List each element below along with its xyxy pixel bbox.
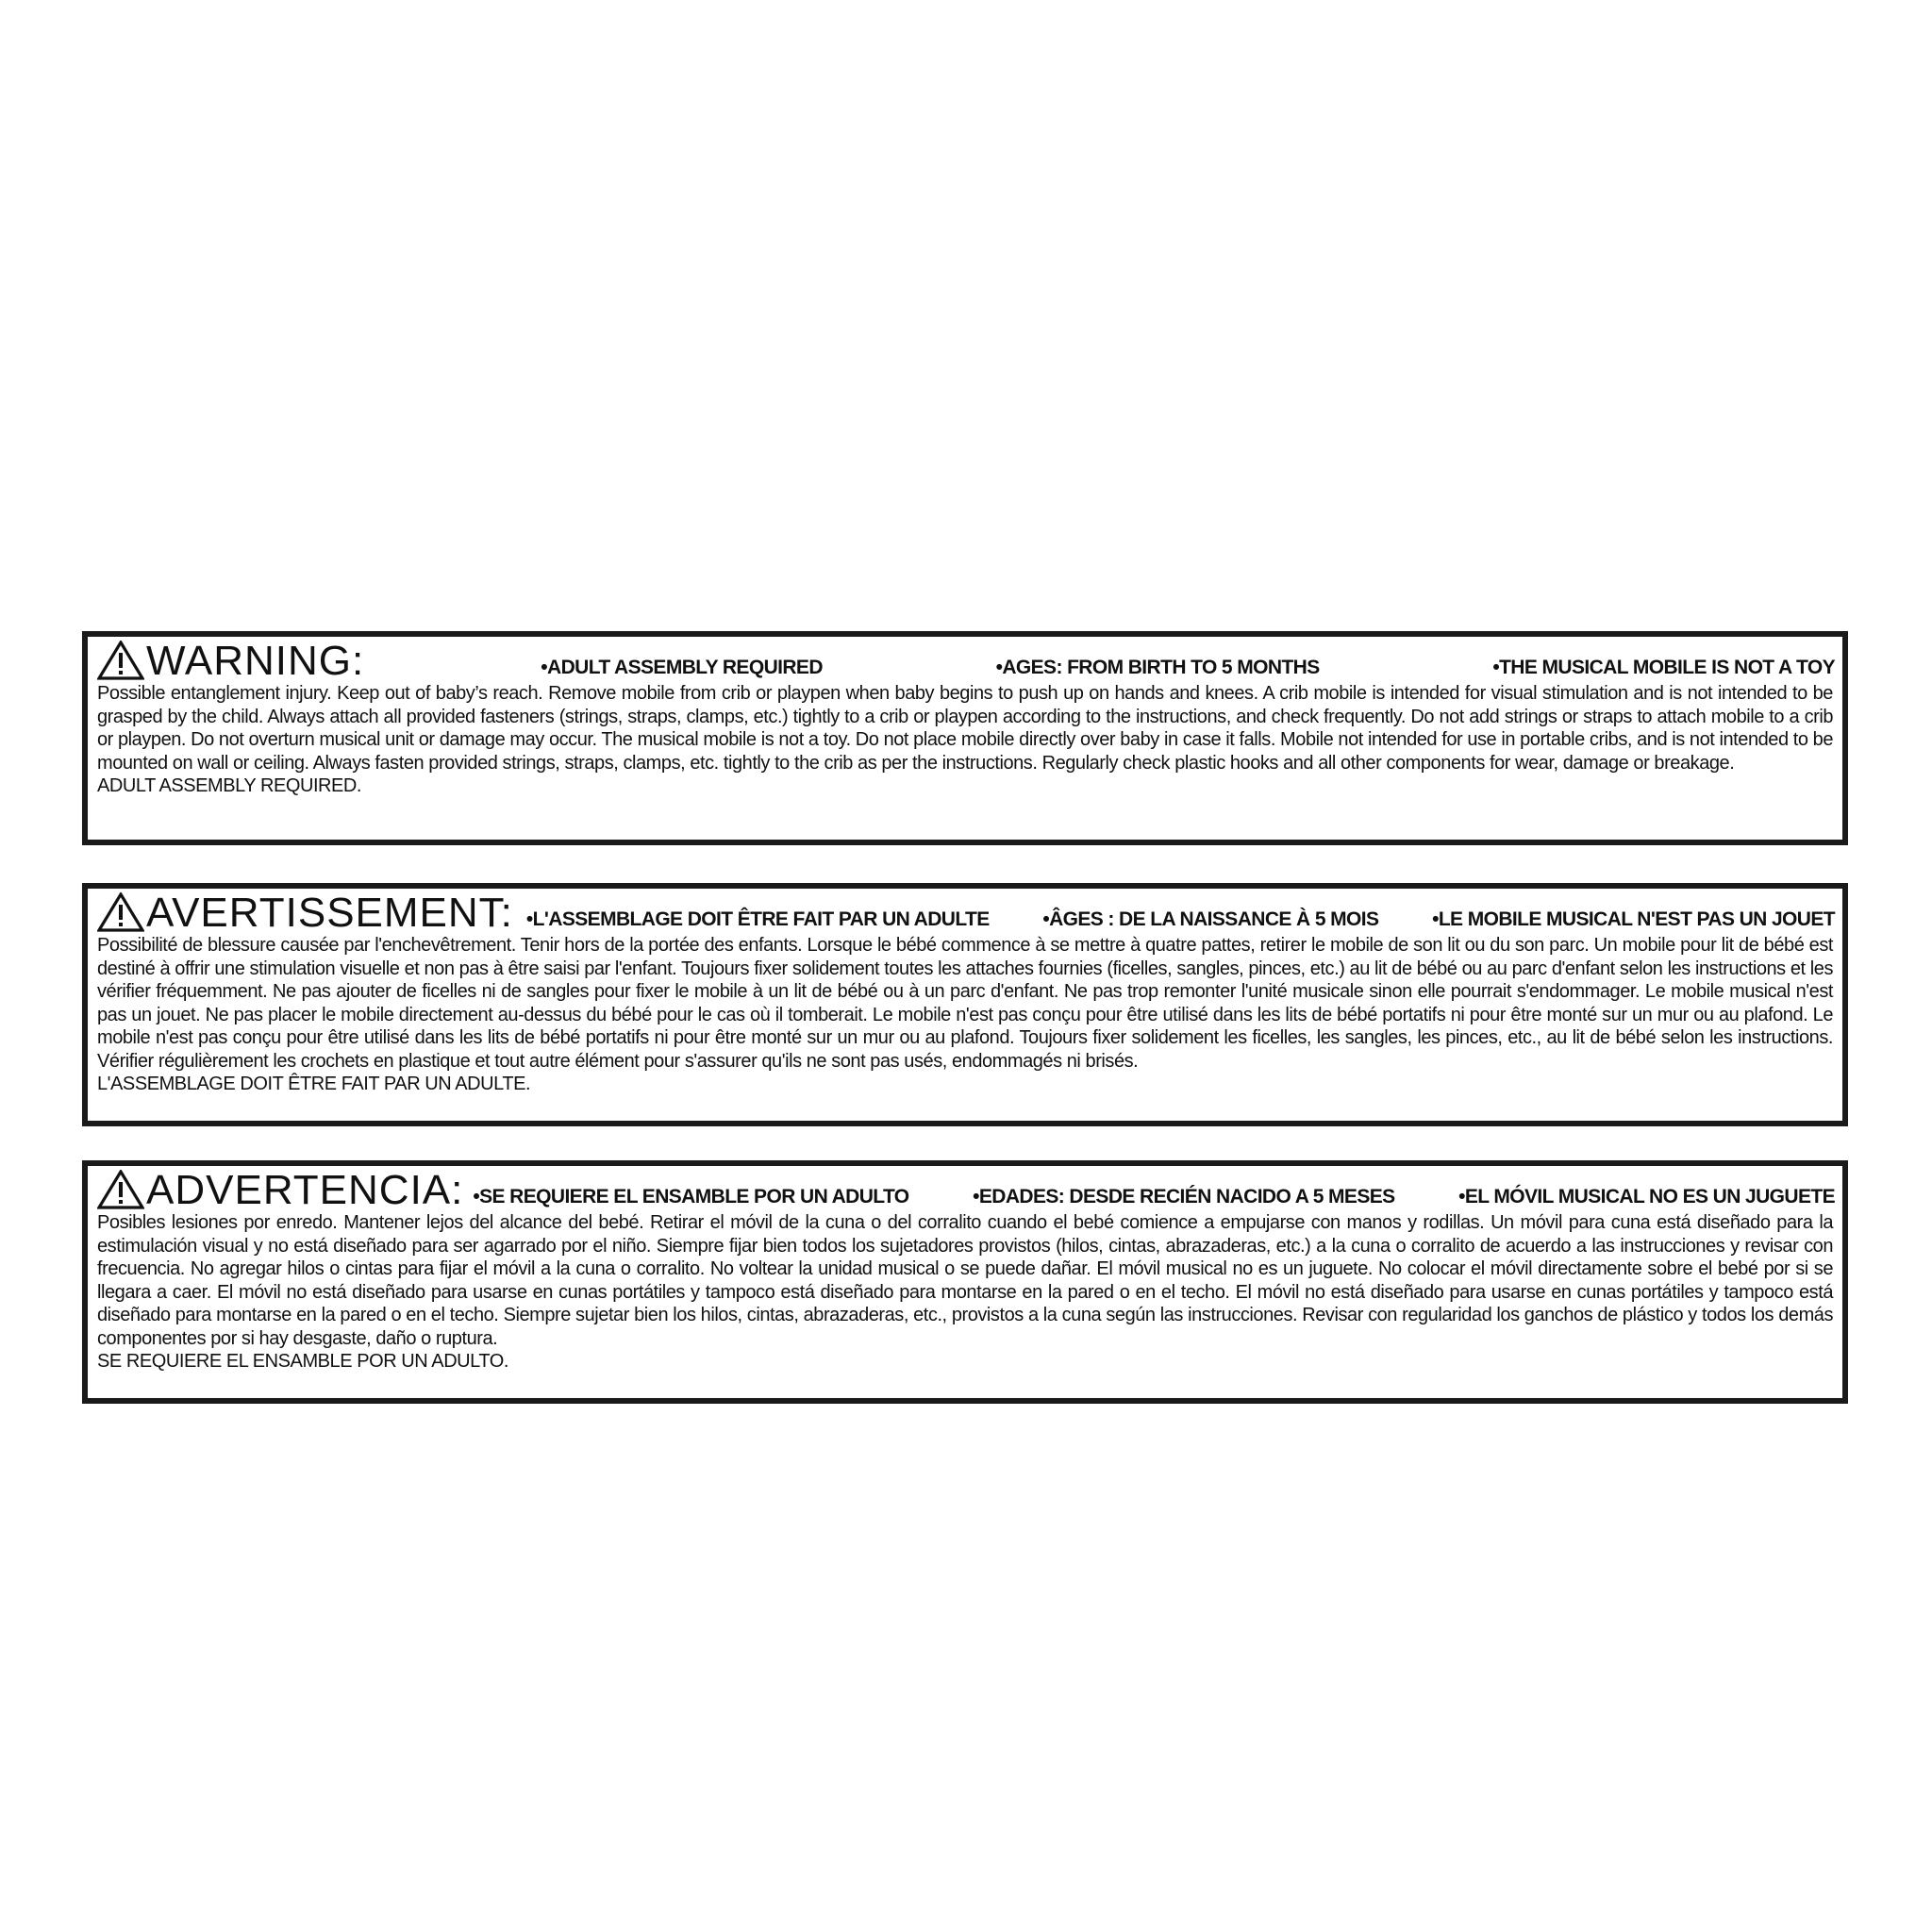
warning-closing: SE REQUIERE EL ENSAMBLE POR UN ADULTO. [97,1351,508,1372]
warning-closing: ADULT ASSEMBLY REQUIRED. [97,775,362,796]
warning-bullets [463,1186,1835,1211]
warning-header [97,891,1835,934]
bullet-not-a-toy: •LE MOBILE MUSICAL N'EST PAS UN JOUET [1432,908,1835,930]
bullet-assembly: •ADULT ASSEMBLY REQUIRED [541,657,823,678]
warning-paragraph: Possible entanglement injury. Keep out of baby’s reach. Remove mobile from crib or playpen when baby begins to push up on hands and knees. A crib mobile is intended for visual stimulation and is not intended to be grasped by the child. Always attach all provided fasteners (strings, straps, clamps, etc.) tightly to a crib or playpen according to the instructions, and check frequently. Do not add strings or straps to attach mobile to a crib or playpen. Do not overturn musical unit or damage may occur. The musical mobile is not a toy. Do not place mobile directly over baby in case it falls. Mobile not intended for use in portable cribs, and is not intended to be mounted on wall or ceiling. Always fasten provided strings, straps, clamps, etc. tightly to the crib as per the instructions. Regularly check plastic hooks and all other components for wear, damage or breakage. [97,683,1833,774]
warning-body [97,1211,1833,1374]
warning-label-english [82,631,1848,845]
warning-triangle-icon [97,1170,144,1209]
bullet-not-a-toy: •EL MÓVIL MUSICAL NO ES UN JUGUETE [1458,1186,1835,1208]
bullet-ages: •AGES: FROM BIRTH TO 5 MONTHS [995,657,1320,678]
warning-body [97,682,1833,798]
bullet-assembly: •SE REQUIERE EL ENSAMBLE POR UN ADULTO [473,1186,909,1208]
signal-word: AVERTISSEMENT: [146,890,513,936]
warning-closing: L'ASSEMBLAGE DOIT ÊTRE FAIT PAR UN ADULTE. [97,1074,531,1094]
warning-triangle-icon [97,892,144,932]
warning-header [97,639,1835,682]
warning-triangle-icon [97,641,144,680]
bullet-not-a-toy: •THE MUSICAL MOBILE IS NOT A TOY [1492,657,1835,678]
signal-heading [97,1167,464,1213]
warning-paragraph: Posibles lesiones por enredo. Mantener lejos del alcance del bebé. Retirar el móvil de la cuna o del corralito cuando el bebé comience a empujarse con manos y rodillas. Un móvil para cuna está diseñado para la estimulación visual y no está diseñado para ser agarrado por el niño. Siempre fijar bien todos los sujetadores provistos (hilos, cintas, abrazaderas, etc.) a la cuna o corralito de acuerdo a las instrucciones y revisar con frecuencia. No agregar hilos o cintas para fijar el móvil a la cuna o corralito. No voltear la unidad musical o se puede dañar. El móvil musical no es un juguete. No colocar el móvil directamente sobre el bebé por si se llegara a caer. El móvil no está diseñado para usarse en cunas portátiles y tampoco está diseñado para montarse en la pared o en el techo. El móvil no está diseñado para usarse en cunas portátiles y tampoco está diseñado para montarse en la pared o en el techo. Siempre sujetar bien los hilos, cintas, abrazaderas, etc., provistos a la cuna según las instrucciones. Revisar con regularidad los ganchos de plástico y todos los demás componentes por si hay desgaste, daño o ruptura. [97,1212,1833,1349]
signal-heading [97,892,513,934]
bullet-ages: •EDADES: DESDE RECIÉN NACIDO A 5 MESES [973,1186,1395,1208]
warning-bullets [513,908,1835,934]
warning-header [97,1168,1835,1211]
warning-label-spanish [82,1160,1848,1404]
warning-bullets [364,657,1835,682]
warning-label-french [82,883,1848,1126]
warning-body [97,934,1833,1096]
bullet-ages: •ÂGES : DE LA NAISSANCE À 5 MOIS [1042,908,1379,930]
bullet-assembly: •L'ASSEMBLAGE DOIT ÊTRE FAIT PAR UN ADULTE [525,908,990,930]
warning-paragraph: Possibilité de blessure causée par l'enchevêtrement. Tenir hors de la portée des enfants. Lorsque le bébé commence à se mettre à quatre pattes, retirer le mobile de son lit ou du son parc. Un mobile pour lit de bébé est destiné à offrir une stimulation visuelle et non pas à être saisi par l'enfant. Toujours fixer solidement toutes les attaches fournies (ficelles, sangles, pinces, etc.) au lit de bébé ou au parc d'enfant selon les instructions et les vérifier fréquemment. Ne pas ajouter de ficelles ni de sangles pour fixer le mobile à un lit de bébé ou à un parc d'enfant. Ne pas trop remonter l'unité musicale sinon elle pourrait s'endommager. Le mobile musical n'est pas un jouet. Ne pas placer le mobile directement au-dessus du bébé pour le cas où il tomberait. Le mobile n'est pas conçu pour être utilisé dans les lits de bébé portatifs ni pour être monté sur un mur ou au plafond. Le mobile n'est pas conçu pour être utilisé dans les lits de bébé portatifs ni pour être monté sur un mur ou au plafond. Toujours fixer solidement les ficelles, les sangles, les pinces, etc., au lit de bébé selon les instructions. Vérifier régulièrement les crochets en plastique et tout autre élément pour s'assurer qu'ils ne sont pas usés, endommagés ni brisés. [97,935,1833,1072]
signal-word: ADVERTENCIA: [146,1167,464,1213]
signal-heading [97,638,365,684]
signal-word: WARNING: [146,638,365,684]
